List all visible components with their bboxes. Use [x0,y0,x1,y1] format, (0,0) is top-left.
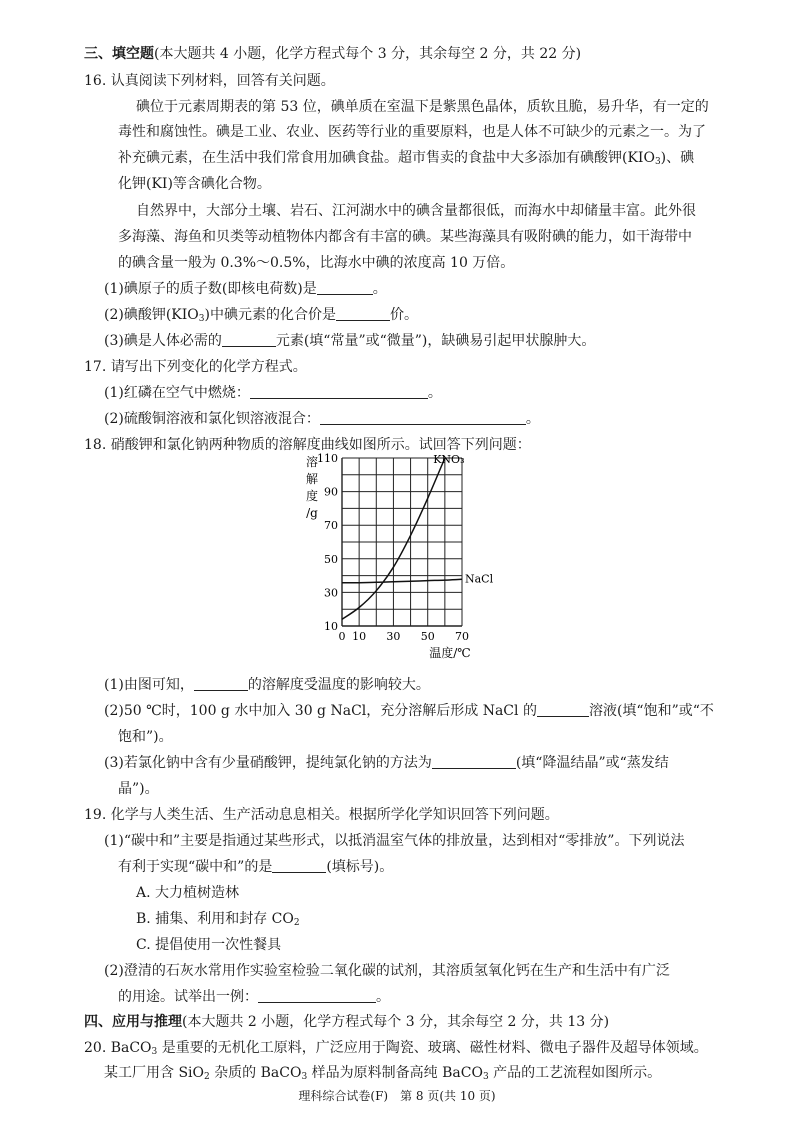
y-tick-label: 110 [317,452,338,465]
q16-blank-1[interactable] [317,280,373,295]
q18-sub3-a: (3)若氯化钠中含有少量硝酸钾，提纯氯化钠的方法为 [104,755,432,771]
q16-sub2-a: (2)碘酸钾(KIO [104,307,199,323]
q20-line2-sub1: 2 [204,1072,210,1082]
solubility-chart [298,452,494,666]
q19-option-a: A. 大力植树造林 [136,885,240,901]
q16-sub2 [104,305,418,329]
section-3-header [84,44,581,64]
q20-line1 [84,1038,708,1062]
q20-line2-a: 某工厂用含 SiO [104,1065,204,1081]
series-label-kno3: KNO₃ [433,453,465,466]
q18-blank-3[interactable] [432,754,516,769]
q16-sub2-c: 价。 [389,307,418,323]
q16-sub2-subscript: 3 [198,314,205,324]
q19-option-b-text: B. 捕集、利用和封存 CO [136,911,294,927]
q16-blank-3[interactable] [222,332,276,347]
x-tick-label: 0 [338,630,346,643]
q19-sub2-line2-a: 的用途。试举出一例： [118,989,258,1005]
q17-sub2-text: (2)硫酸铜溶液和氯化钡溶液混合： [104,411,320,427]
section-3-note: (本大题共 4 小题，化学方程式每个 3 分，其余每空 2 分，共 22 分) [154,46,582,62]
q19-sub2-line2-b: 。 [376,989,390,1005]
q16-para1-line3 [118,148,694,172]
q18-sub2-a: (2)50 ℃时，100 g 水中加入 30 g NaCl，充分溶解后形成 NaCl 的 [104,703,537,719]
y-tick-label: 90 [324,485,338,499]
q16-para1-line4: 化钾(KI)等含碘化合物。 [118,176,271,192]
q20-line1-b: 是重要的无机化工原料，广泛应用于陶瓷、玻璃、磁性材料、微电子器件及超导体领域。 [157,1040,708,1056]
q17-sub1-end: 。 [427,385,442,401]
q16-sub1 [104,279,387,299]
x-axis-label: 温度/℃ [429,646,471,660]
page-footer: 理科综合试卷(F) 第 8 页(共 10 页) [298,1089,496,1103]
q19-blank-1[interactable] [272,858,326,873]
q16-sub3-b: 元素(填“常量”或“微量”)，缺碘易引起甲状腺肿大。 [275,333,596,349]
q19-sub1-line2-a: 有利于实现“碳中和”的是 [118,859,273,875]
y-axis-label-char: /g [306,506,318,520]
section-4-header [84,1012,609,1032]
q17-blank-1[interactable] [250,384,428,399]
q16-para2-line3: 的碘含量一般为 0.3%～0.5%，比海水中碘的浓度高 10 万倍。 [118,255,515,271]
q16-sub1-end: 。 [372,281,387,297]
q20-line1-a: 20. BaCO [84,1040,152,1056]
q16-stem: 16. 认真阅读下列材料，回答有关问题。 [84,73,335,89]
q16-sub3 [104,331,595,351]
q19-sub1-line2-b: (填标号)。 [326,859,394,875]
x-tick-label: 10 [352,630,367,643]
x-tick-label: 30 [386,630,401,643]
q17-stem: 17. 请写出下列变化的化学方程式。 [84,359,307,375]
q18-sub2-cont: 饱和”)。 [118,729,173,745]
q19-sub2-line1: (2)澄清的石灰水常用作实验室检验二氧化碳的试剂，其溶质氢氧化钙在生产和生活中有广泛 [104,963,670,979]
q16-para2-line2: 多海藻、海鱼和贝类等动植物体内都含有丰富的碘。某些海藻具有吸附碘的能力，如干海带中 [118,229,692,245]
q20-line1-subscript: 3 [151,1047,158,1057]
q17-sub2-end: 。 [525,411,540,427]
q16-para1-line3-a: 补充碘元素，在生活中我们常食用加碘食盐。超市售卖的食盐中大多添加有碘酸钾(KIO [118,150,655,166]
q17-sub2 [104,409,540,429]
q18-sub3-b: (填“降温结晶”或“蒸发结 [515,755,669,771]
q19-option-b-subscript: 2 [293,918,300,928]
q18-blank-2[interactable] [537,702,589,717]
q19-blank-2[interactable] [258,988,376,1003]
q17-sub1-text: (1)红磷在空气中燃烧： [104,385,250,401]
y-tick-label: 10 [324,620,338,633]
q18-blank-1[interactable] [194,676,248,691]
q19-sub1-line2 [118,857,393,877]
q19-option-c: C. 提倡使用一次性餐具 [136,937,282,953]
q18-sub1-b: 的溶解度受温度的影响较大。 [247,677,430,693]
q20-line2-sub2: 3 [301,1072,308,1082]
q16-para2-line1: 自然界中，大部分土壤、岩石、江河湖水中的碘含量都很低，而海水中却储量丰富。此外很 [136,203,696,219]
q19-option-b [136,909,300,933]
q20-line2-d: 产品的工艺流程如图所示。 [488,1065,662,1081]
q16-sub: 3 [654,157,661,167]
q16-para1-line1: 碘位于元素周期表的第 53 位，碘单质在室温下是紫黑色晶体，质软且脆，易升华，有一定的 [136,99,709,115]
q18-sub1-a: (1)由图可知， [104,677,194,693]
y-axis-label-char: 解 [305,472,319,486]
q20-line2-sub3: 3 [482,1072,489,1082]
q18-sub1 [104,675,430,695]
x-tick-label: 50 [420,630,435,643]
series-curve-nacl [342,579,462,583]
section-3-title: 三、填空题 [84,46,154,62]
y-axis-label-char: 溶 [305,455,319,469]
q18-sub2 [104,701,714,721]
section-4-note: (本大题共 2 小题，化学方程式每个 3 分，其余每空 2 分，共 13 分) [182,1014,610,1030]
q18-sub3-cont: 晶”)。 [118,781,159,797]
q20-line2-c: 样品为原料制备高纯 BaCO [307,1065,483,1081]
series-label-nacl: NaCl [465,572,494,586]
q19-stem: 19. 化学与人类生活、生产活动息息相关。根据所学化学知识回答下列问题。 [84,807,559,823]
q16-sub2-b: )中碘元素的化合价是 [204,307,336,323]
q18-stem: 18. 硝酸钾和氯化钠两种物质的溶解度曲线如图所示。试回答下列问题： [84,437,531,453]
q20-line2 [104,1063,661,1087]
q16-para1-line2: 毒性和腐蚀性。碘是工业、农业、医药等行业的重要原料，也是人体不可缺少的元素之一。为了 [118,124,706,140]
y-tick-label: 30 [324,586,338,600]
q19-sub2-line2 [118,987,390,1007]
q17-blank-2[interactable] [320,410,526,425]
q16-blank-2[interactable] [336,306,390,321]
y-tick-label: 50 [324,552,338,566]
y-axis-label-char: 度 [305,489,319,503]
x-tick-label: 70 [455,630,469,643]
q20-line2-b: 杂质的 BaCO [209,1065,302,1081]
section-4-title: 四、应用与推理 [84,1014,182,1030]
y-tick-label: 70 [324,519,338,533]
q16-sub3-a: (3)碘是人体必需的 [104,333,222,349]
q18-sub2-b: 溶液(填“饱和”或“不 [588,703,714,719]
q19-sub1-line1: (1)“碳中和”主要是指通过某些形式，以抵消温室气体的排放量，达到相对“零排放”。下列说法 [104,833,685,849]
q17-sub1 [104,383,442,403]
q18-sub3 [104,753,669,773]
q16-para1-line3-b: )、碘 [660,150,695,166]
q16-sub1-text: (1)碘原子的质子数(即核电荷数)是 [104,281,317,297]
